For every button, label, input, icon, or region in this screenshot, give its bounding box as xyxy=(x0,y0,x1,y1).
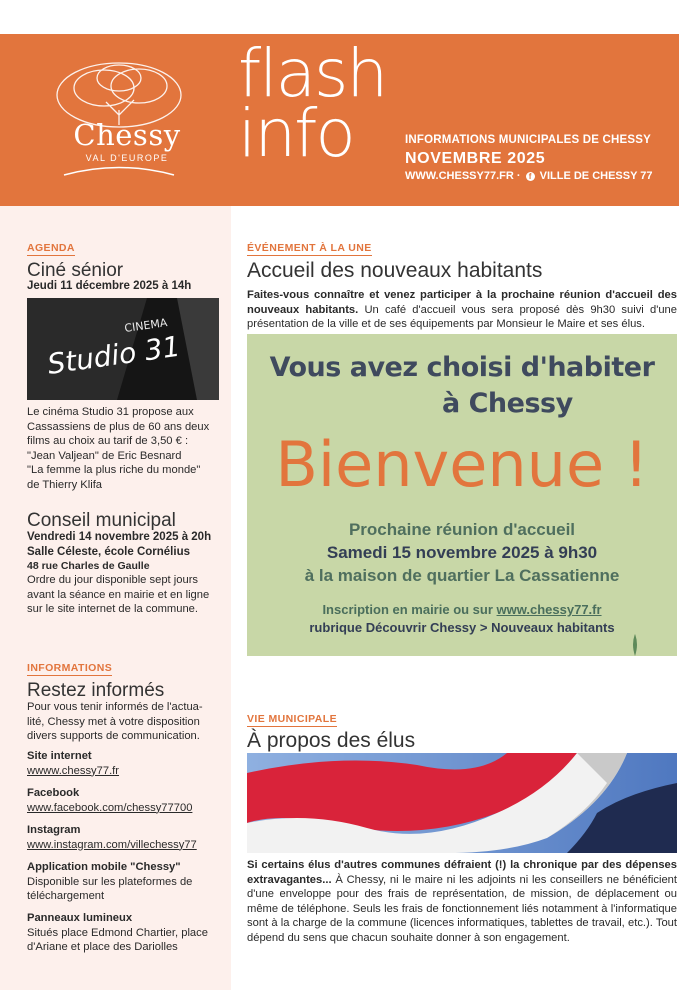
conseil-municipal-title: Conseil municipal xyxy=(27,510,176,531)
issue-month: NOVEMBRE 2025 xyxy=(405,150,546,167)
instagram-url-link[interactable]: www.instagram.com/villechessy77 xyxy=(27,838,197,851)
poster-inscription xyxy=(247,602,677,617)
studio31-sign-text: Studio 31 xyxy=(45,329,183,381)
cinema-sign-text: CINEMA xyxy=(123,316,169,335)
conseil-location: Salle Céleste, école Cornélius xyxy=(27,546,190,558)
section-tag-agenda: AGENDA xyxy=(27,242,75,254)
poster-inscription-text: Inscription en mairie ou sur xyxy=(322,602,497,617)
channel-value: d'Ariane et place des Dariolles xyxy=(27,941,178,953)
conseil-address: 48 rue Charles de Gaulle xyxy=(27,560,150,572)
logo-name: Chessy xyxy=(73,118,181,152)
channel-label: Site internet xyxy=(27,750,92,762)
cine-senior-title: Ciné sénior xyxy=(27,260,124,281)
header-links xyxy=(405,170,653,182)
website-url-link[interactable]: wwww.chessy77.fr xyxy=(27,764,120,777)
cinema-studio31-photo xyxy=(27,298,219,400)
channel-label: Panneaux lumineux xyxy=(27,912,133,924)
elus-desc-text: À Chessy, ni le maire ni les adjoints ni les conseillers ne bénéficient d'une enveloppe pour des frais de représentation, de mission, de déplacement ou même de téléphone. Seuls les frais de fonctionnement liés notamment à l'informatique sont à la charge de la commune (licences informatiques, tablettes de travail, etc.). Tout dépend du sens que chacun souhaite donner à son engagement. xyxy=(247,873,677,944)
poster-headline-1: Vous avez choisi d'habiter xyxy=(269,352,655,383)
poster-meeting-place: à la maison de quartier La Cassatienne xyxy=(304,566,620,585)
title-line-info: info xyxy=(238,95,354,172)
cine-desc-line: Cassassiens de plus de 60 ans deux xyxy=(27,420,210,433)
accueil-desc-text: Un café d'accueil vous sera proposé dès 9h30 suivi d'une présentation de la ville et de ses équipements par Monsieur le Maire et ses élus. xyxy=(247,303,677,330)
poster-next-meeting: Prochaine réunion d'accueil xyxy=(348,520,576,539)
poster-website-link[interactable]: www.chessy77.fr xyxy=(496,602,602,617)
elus-description xyxy=(247,858,677,945)
section-tag-informations: INFORMATIONS xyxy=(27,662,113,674)
title-line-flash: flash xyxy=(238,35,387,112)
a-propos-des-elus-title: À propos des élus xyxy=(247,729,416,752)
section-tag-evenement: ÉVÉNEMENT À LA UNE xyxy=(247,242,372,254)
accueil-desc-bold: Faites-vous connaître et venez participer à la prochaine réunion d'accueil des nouveaux habitants. xyxy=(247,289,677,316)
cine-desc-line: films au choix au tarif de 3,50 € : xyxy=(27,435,189,447)
info-desc-line: Pour vous tenir informés de l'actua- xyxy=(27,701,203,713)
info-desc-line: divers supports de communication. xyxy=(27,730,200,742)
channel-facebook xyxy=(27,786,227,815)
channel-panneaux xyxy=(27,911,227,955)
poster-headline-2: à Chessy xyxy=(442,388,573,419)
conseil-date: Vendredi 14 novembre 2025 à 20h xyxy=(27,531,212,543)
channel-value: Situés place Edmond Chartier, place xyxy=(27,926,208,939)
header-kicker: INFORMATIONS MUNICIPALES DE CHESSY xyxy=(405,134,651,146)
conseil-desc-line: sur le site internet de la commune. xyxy=(27,603,199,615)
facebook-icon: f xyxy=(526,172,535,181)
accueil-title: Accueil des nouveaux habitants xyxy=(247,259,543,282)
elus-desc-bold: Si certains élus d'autres communes défraient (!) la chronique par des dépenses extravagantes... xyxy=(247,859,677,886)
channel-label: Facebook xyxy=(27,787,80,799)
conseil-desc-line: avant la séance en mairie et en ligne xyxy=(27,588,210,601)
cine-desc-line: "Jean Valjean" de Eric Besnard xyxy=(27,449,182,462)
cine-senior-description xyxy=(27,405,221,492)
cine-desc-line: Le cinéma Studio 31 propose aux xyxy=(27,406,194,418)
flash-info-title xyxy=(238,35,387,172)
website-link[interactable]: WWW.CHESSY77.FR · xyxy=(405,170,521,182)
channel-label: Application mobile "Chessy" xyxy=(27,861,181,873)
cine-desc-line: de Thierry Klifa xyxy=(27,478,103,491)
facebook-link[interactable]: VILLE DE CHESSY 77 xyxy=(539,170,653,182)
poster-rubrique: rubrique Découvrir Chessy > Nouveaux habitants xyxy=(309,620,615,635)
cine-senior-date: Jeudi 11 décembre 2025 à 14h xyxy=(27,280,192,292)
conseil-description xyxy=(27,573,223,617)
accueil-description xyxy=(247,288,677,332)
poster-meeting-date: Samedi 15 novembre 2025 à 9h30 xyxy=(326,543,598,562)
french-flag-photo xyxy=(247,753,677,853)
channel-instagram xyxy=(27,823,227,852)
poster-bienvenue: Bienvenue ! xyxy=(275,428,649,501)
channel-value: Disponible sur les plateformes de xyxy=(27,875,193,888)
info-desc-line: lité, Chessy met à votre disposition xyxy=(27,715,200,728)
restez-informes-title: Restez informés xyxy=(27,680,165,701)
logo-subtitle: VAL D'EUROPE xyxy=(85,153,169,163)
conseil-desc-line: Ordre du jour disponible sept jours xyxy=(27,574,199,586)
conseil-date-location xyxy=(27,530,211,560)
bienvenue-poster xyxy=(247,334,677,656)
channel-label: Instagram xyxy=(27,824,81,836)
facebook-url-link[interactable]: www.facebook.com/chessy77700 xyxy=(27,801,193,814)
channel-value: téléchargement xyxy=(27,890,105,902)
channel-website xyxy=(27,749,227,778)
channel-mobile-app xyxy=(27,860,227,904)
section-tag-vie-municipale: VIE MUNICIPALE xyxy=(247,713,337,725)
leaf-decoration-icon xyxy=(625,634,645,656)
cine-desc-line: "La femme la plus riche du monde" xyxy=(27,464,201,476)
informations-description xyxy=(27,700,223,744)
